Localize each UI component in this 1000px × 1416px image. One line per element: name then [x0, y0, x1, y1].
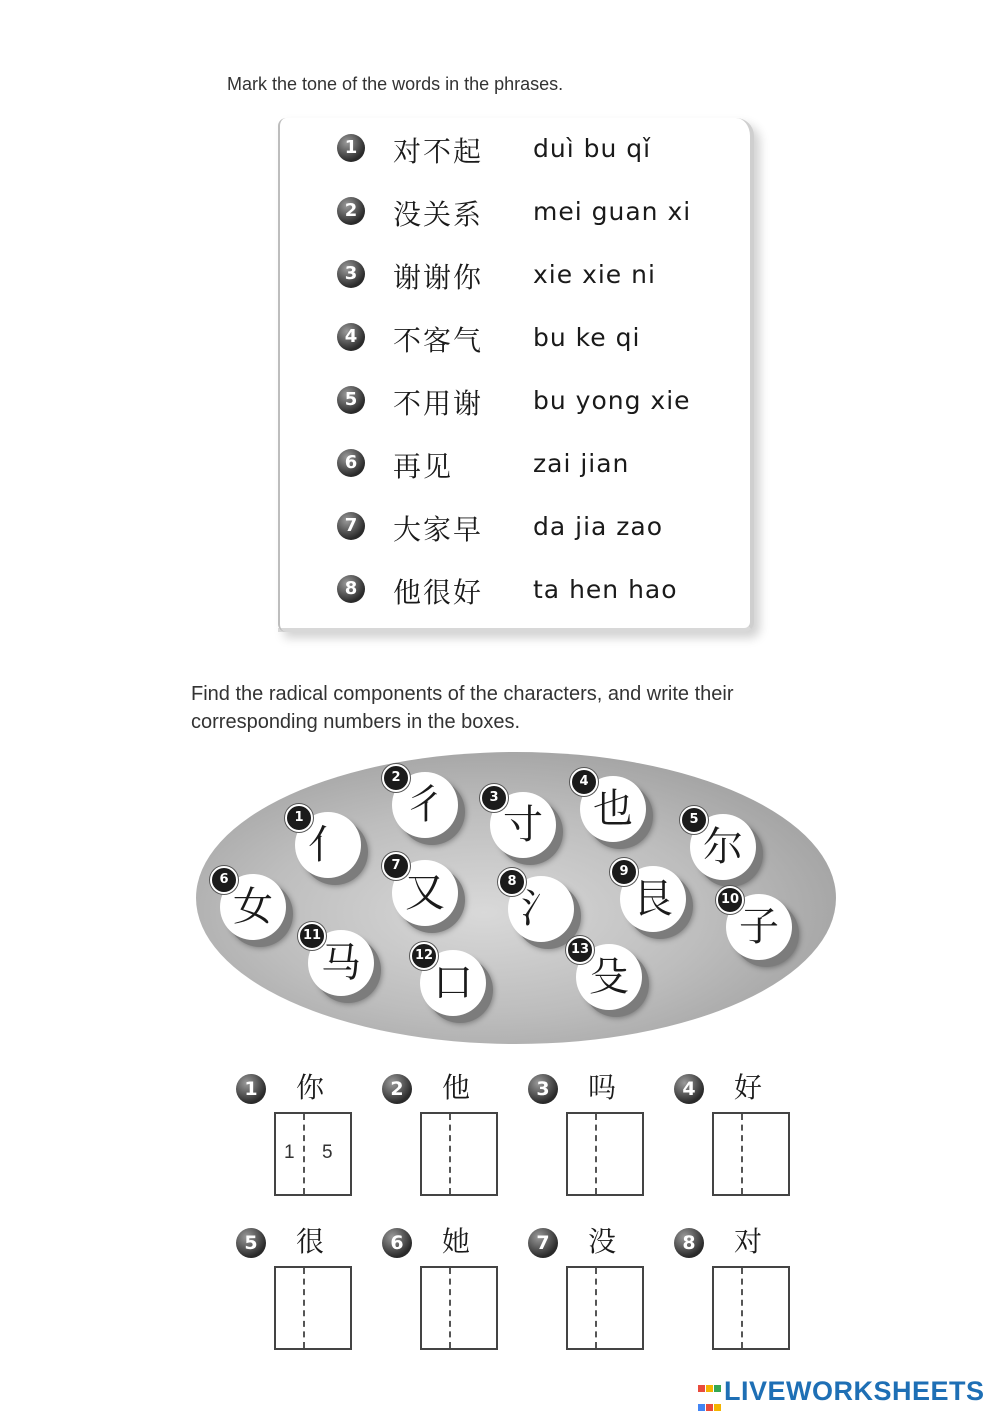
- radical-number: 6: [210, 866, 238, 894]
- radical-bubble: [302, 928, 374, 996]
- radical-number: 4: [570, 768, 598, 796]
- radical-bubble: [580, 776, 646, 842]
- number-badge: 2: [337, 197, 365, 225]
- answer-character: 好: [734, 1071, 763, 1104]
- phrase-pinyin[interactable]: xie xie ni: [533, 260, 656, 289]
- phrase-hanzi: 他很好: [393, 576, 484, 609]
- radical-char: 亻: [308, 822, 348, 868]
- instruction-radicals: Find the radical components of the characters, and write their corresponding numbers in the boxes.: [191, 683, 734, 733]
- radical-char: 殳: [589, 954, 629, 1000]
- box-divider: [449, 1268, 451, 1348]
- radical-char: 子: [739, 904, 779, 950]
- phrase-pinyin[interactable]: bu yong xie: [533, 386, 691, 415]
- number-badge: 7: [337, 512, 365, 540]
- answer-item: [382, 1225, 502, 1368]
- phrase-hanzi: 不用谢: [393, 387, 484, 420]
- answer-item: [236, 1071, 356, 1214]
- liveworksheets-logo-icon: [698, 1378, 722, 1406]
- number-badge: 5: [236, 1228, 266, 1258]
- phrase-pinyin[interactable]: zai jian: [533, 449, 630, 478]
- box-divider: [303, 1268, 305, 1348]
- radical-number: 2: [382, 764, 410, 792]
- answer-item: [382, 1071, 502, 1214]
- number-badge: 1: [236, 1074, 266, 1104]
- radical-char: 马: [321, 940, 361, 986]
- answer-item: [528, 1225, 648, 1368]
- phrase-pinyin[interactable]: duì bu qǐ: [533, 134, 652, 163]
- radical-bubble: [720, 892, 792, 960]
- tone-row: [337, 128, 737, 168]
- radical-bubble: [508, 876, 574, 942]
- answer-character: 吗: [588, 1071, 617, 1104]
- box-divider: [741, 1114, 743, 1194]
- number-badge: 3: [337, 260, 365, 288]
- answer-left-value[interactable]: 1: [284, 1142, 295, 1163]
- number-badge: 6: [382, 1228, 412, 1258]
- number-badge: 8: [674, 1228, 704, 1258]
- answer-box[interactable]: [712, 1112, 790, 1196]
- box-divider: [595, 1114, 597, 1194]
- radical-number: 1: [285, 804, 313, 832]
- radical-char: 艮: [633, 876, 673, 922]
- phrase-pinyin[interactable]: da jia zao: [533, 512, 664, 541]
- answer-box[interactable]: [712, 1266, 790, 1350]
- radical-bubble: [414, 948, 486, 1016]
- box-divider: [303, 1114, 305, 1194]
- answer-box[interactable]: [420, 1112, 498, 1196]
- answer-character: 很: [296, 1225, 325, 1258]
- answer-item: [674, 1071, 794, 1214]
- phrase-pinyin[interactable]: ta hen hao: [533, 575, 678, 604]
- tone-row: [337, 506, 737, 546]
- number-badge: 7: [528, 1228, 558, 1258]
- number-badge: 4: [337, 323, 365, 351]
- answer-character: 对: [734, 1225, 763, 1258]
- tone-row: [337, 443, 737, 483]
- tone-row: [337, 380, 737, 420]
- tone-card-edge: [278, 118, 286, 632]
- tone-row: [337, 254, 737, 294]
- radical-bubble: [392, 860, 458, 926]
- radical-bubble: [295, 812, 361, 878]
- answer-box[interactable]: [274, 1266, 352, 1350]
- answer-character: 她: [442, 1225, 471, 1258]
- phrase-hanzi: 对不起: [393, 135, 484, 168]
- radical-bubble: [490, 792, 556, 858]
- phrase-hanzi: 没关系: [393, 198, 484, 231]
- phrase-hanzi: 不客气: [393, 324, 484, 357]
- answer-character: 没: [588, 1225, 617, 1258]
- radical-number: 10: [716, 886, 744, 914]
- phrase-pinyin[interactable]: bu ke qi: [533, 323, 641, 352]
- box-divider: [449, 1114, 451, 1194]
- phrase-pinyin[interactable]: mei guan xi: [533, 197, 692, 226]
- radical-bubble: [392, 772, 458, 838]
- radical-bubble: [690, 814, 756, 880]
- box-divider: [595, 1268, 597, 1348]
- tone-row: [337, 569, 737, 609]
- answer-character: 他: [442, 1071, 471, 1104]
- radical-char: 也: [593, 786, 633, 832]
- answer-character: 你: [296, 1071, 325, 1104]
- radical-number: 3: [480, 784, 508, 812]
- answer-box[interactable]: [420, 1266, 498, 1350]
- radical-number: 8: [498, 868, 526, 896]
- number-badge: 4: [674, 1074, 704, 1104]
- instruction-tones: Mark the tone of the words in the phrases.: [227, 74, 564, 94]
- number-badge: 3: [528, 1074, 558, 1104]
- answer-box[interactable]: [566, 1266, 644, 1350]
- answer-item: [674, 1225, 794, 1368]
- phrase-hanzi: 大家早: [393, 513, 484, 546]
- liveworksheets-logo: LIVEWORKSHEETS: [724, 1376, 985, 1406]
- box-divider: [741, 1268, 743, 1348]
- number-badge: 5: [337, 386, 365, 414]
- answer-box[interactable]: [274, 1112, 352, 1196]
- radical-number: 9: [610, 858, 638, 886]
- number-badge: 2: [382, 1074, 412, 1104]
- tone-row: [337, 317, 737, 357]
- radical-number: 7: [382, 852, 410, 880]
- radical-char: 彳: [405, 782, 445, 828]
- answer-box[interactable]: [566, 1112, 644, 1196]
- radical-char: 尔: [703, 824, 743, 870]
- radical-bubble: [570, 942, 642, 1010]
- number-badge: 8: [337, 575, 365, 603]
- radical-char: 寸: [503, 802, 543, 848]
- phrase-hanzi: 谢谢你: [393, 261, 484, 294]
- radical-char: 又: [405, 870, 445, 916]
- radical-number: 5: [680, 806, 708, 834]
- radical-bubble: [220, 874, 286, 940]
- tone-row: [337, 191, 737, 231]
- radical-number: 11: [298, 922, 326, 950]
- number-badge: 6: [337, 449, 365, 477]
- radical-char: 女: [233, 884, 273, 930]
- radical-number: 13: [566, 936, 594, 964]
- number-badge: 1: [337, 134, 365, 162]
- radical-char: 口: [433, 960, 473, 1006]
- radical-char: 氵: [521, 886, 561, 932]
- answer-right-value[interactable]: 5: [322, 1142, 333, 1163]
- phrase-hanzi: 再见: [393, 450, 454, 483]
- radical-number: 12: [410, 942, 438, 970]
- radical-bubble: [620, 866, 686, 932]
- answer-item: [236, 1225, 356, 1368]
- answer-item: [528, 1071, 648, 1214]
